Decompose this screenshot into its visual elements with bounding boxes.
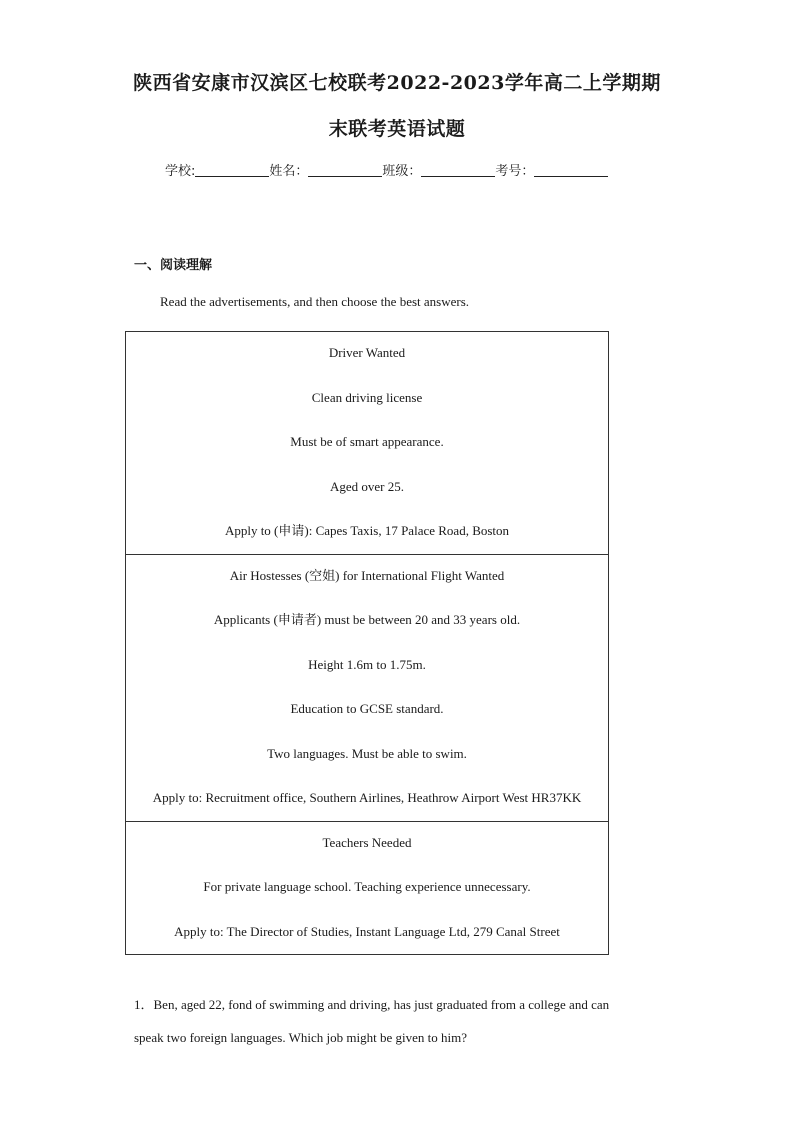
document-title-line1: 陕西省安康市汉滨区七校联考2022-2023学年高二上学期期 (133, 72, 661, 94)
ad-air-hostess (126, 554, 608, 822)
ad-line: Aged over 25. (329, 478, 404, 494)
number-blank (534, 163, 608, 177)
instruction-text: Read the advertisements, and then choose the best answers. (160, 294, 470, 309)
ad-line: Teachers Needed (322, 834, 412, 850)
question-1-line1: 1．Ben, aged 22, fond of swimming and driving, has just graduated from a college and can (134, 997, 610, 1012)
section-heading: 一、阅读理解 (134, 258, 213, 273)
ad-line: Apply to (申请): Capes Taxis, 17 Palace Road, Boston (224, 523, 510, 538)
name-blank (308, 163, 382, 177)
ad-line: Driver Wanted (328, 345, 406, 360)
school-blank (195, 163, 269, 177)
advertisement-table (125, 331, 609, 955)
ad-line: Air Hostesses (空姐) for International Flight Wanted (229, 567, 505, 583)
class-blank (421, 163, 495, 177)
name-label: 姓名： (269, 164, 309, 179)
ad-line: Clean driving license (311, 389, 423, 405)
ad-line: Apply to: Recruitment office, Southern Airlines, Heathrow Airport West HR37KK (152, 790, 582, 805)
question-1-line2: speak two foreign languages. Which job might be given to him? (134, 1030, 467, 1045)
ad-driver (126, 331, 608, 555)
ad-line: Must be of smart appearance. (290, 434, 444, 449)
school-label: 学校: (165, 164, 196, 179)
student-info-row (165, 160, 608, 179)
ad-line: Height 1.6m to 1.75m. (308, 656, 426, 672)
ad-teachers (126, 821, 608, 955)
ad-line: Two languages. Must be able to swim. (267, 745, 467, 761)
document-title-line2: 末联考英语试题 (328, 118, 466, 140)
ad-line: Apply to: The Director of Studies, Instant Language Ltd, 279 Canal Street (174, 923, 560, 939)
number-label: 考号： (495, 164, 535, 179)
ad-line: Applicants (申请者) must be between 20 and 33 years old. (213, 612, 521, 627)
ad-line: Education to GCSE standard. (290, 701, 444, 716)
class-label: 班级： (382, 164, 422, 179)
ad-line: For private language school. Teaching experience unnecessary. (203, 879, 531, 894)
